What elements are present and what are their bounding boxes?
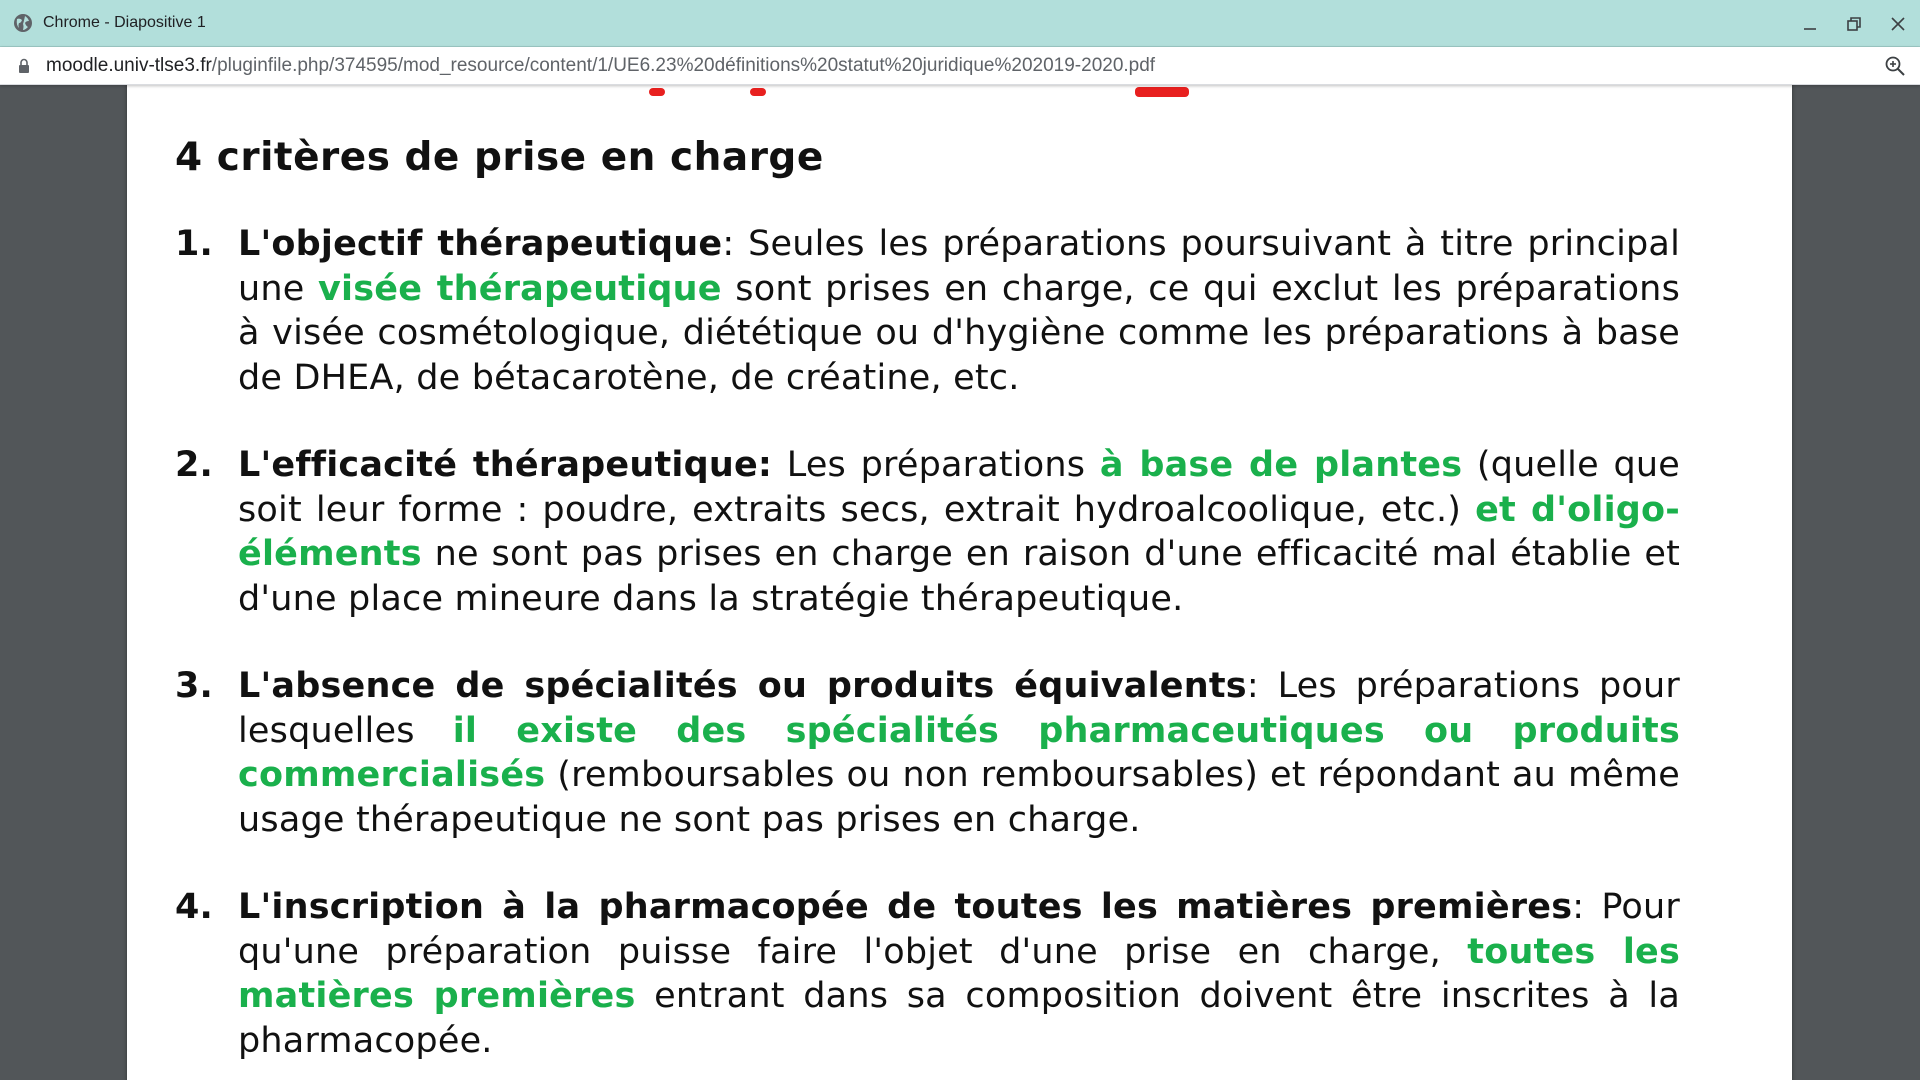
slide-content <box>175 135 1680 1080</box>
criterion-text: : Pour qu'une préparation puisse faire l'objet d'une prise en charge, <box>238 887 1680 972</box>
address-bar[interactable] <box>0 47 1920 85</box>
criterion-number: 2. <box>175 445 214 485</box>
restore-icon[interactable] <box>1832 0 1876 47</box>
criterion-item <box>175 885 1680 1063</box>
pdf-page <box>127 85 1792 1080</box>
criterion-heading: L'efficacité thérapeutique: <box>238 445 773 485</box>
criterion-item <box>175 664 1680 842</box>
criterion-text: (quelle que soit leur forme : poudre, extraits secs, extrait hydroalcoolique, etc.) <box>238 445 1681 530</box>
pdf-viewer[interactable] <box>0 85 1920 1080</box>
criterion-number: 3. <box>175 666 214 706</box>
criterion-text: sont prises en charge, ce qui exclut les préparations à visée cosmétologique, diététique ou d'hygiène comme les préparations à base de DHEA, de bétacarotène, de créatine, etc. <box>238 268 1681 398</box>
cropped-slide-title <box>127 85 1792 97</box>
section-title: 4 critères de prise en charge <box>175 135 824 180</box>
lock-icon <box>16 57 32 75</box>
globe-icon <box>13 13 33 33</box>
criterion-text: (remboursables ou non remboursables) et répondant au même usage thérapeutique ne sont pas prises en charge. <box>238 755 1680 840</box>
criterion-highlight: et d'oligo-éléments <box>238 489 1680 574</box>
zoom-icon[interactable] <box>1884 55 1906 77</box>
minimize-icon[interactable] <box>1788 0 1832 47</box>
criterion-highlight: toutes les matières premières <box>238 931 1681 1016</box>
criterion-heading: L'objectif thérapeutique <box>238 224 723 264</box>
window-titlebar <box>0 0 1920 47</box>
criterion-text: ne sont pas prises en charge en raison d'une efficacité mal établie et d'une place mineure dans la stratégie thérapeutique. <box>238 534 1680 619</box>
criterion-highlight: visée thérapeutique <box>318 268 722 309</box>
window-title: Chrome - Diapositive 1 <box>43 14 206 31</box>
criterion-text: entrant dans sa composition doivent être inscrites à la pharmacopée. <box>238 976 1680 1061</box>
criterion-text: : Seules les préparations poursuivant à titre principal une <box>238 224 1680 309</box>
criterion-highlight: à base de plantes <box>1099 445 1463 485</box>
criterion-item <box>175 222 1680 400</box>
window-controls <box>1788 0 1920 47</box>
url-path: /pluginfile.php/374595/mod_resource/content/1/UE6.23%20définitions%20statut%20juridique%202019-2020.pdf <box>211 54 1156 76</box>
criterion-text: Les préparations <box>772 445 1100 485</box>
criterion-text: : Les préparations pour lesquelles <box>238 666 1680 751</box>
criterion-item <box>175 443 1680 621</box>
close-icon[interactable] <box>1876 0 1920 47</box>
criterion-heading: L'absence de spécialités ou produits équivalents <box>238 666 1247 706</box>
criterion-number: 4. <box>175 887 214 927</box>
url-text[interactable] <box>46 55 1155 77</box>
criterion-highlight: il existe des spécialités pharmaceutiques ou produits commercialisés <box>238 710 1680 795</box>
criteria-list <box>175 222 1680 1063</box>
criterion-heading: L'inscription à la pharmacopée de toutes les matières premières <box>238 887 1573 927</box>
criterion-number: 1. <box>175 224 214 264</box>
url-domain: moodle.univ-tlse3.fr <box>46 54 212 76</box>
